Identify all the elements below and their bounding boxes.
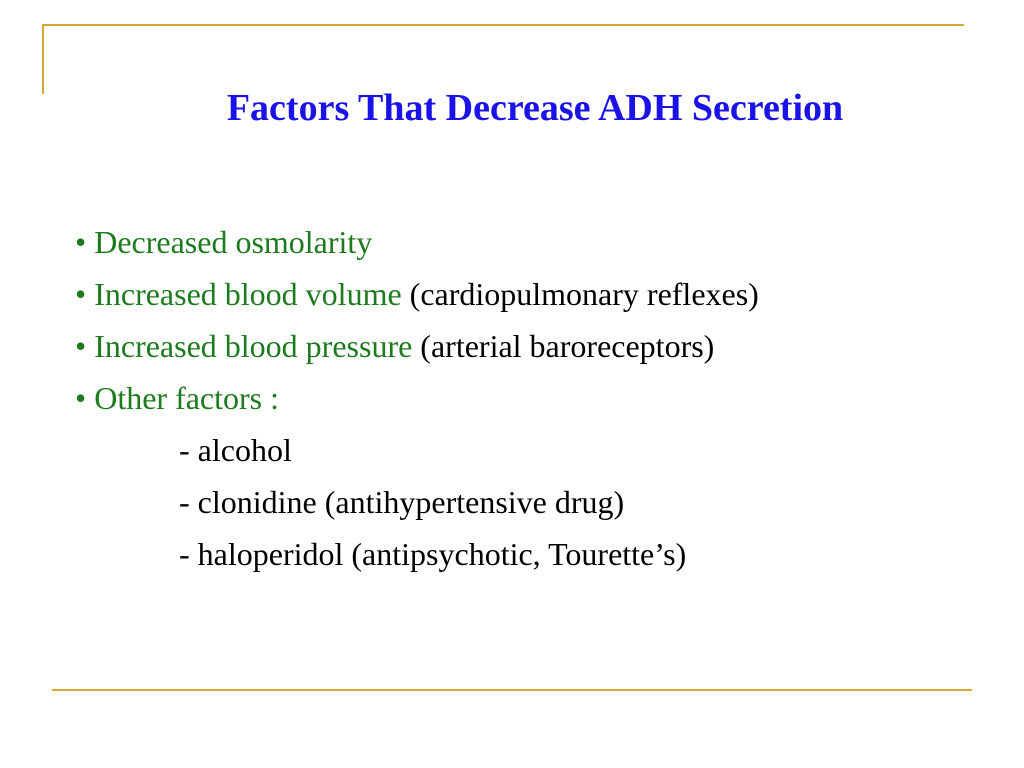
bullet-marker: • (75, 224, 87, 260)
bullet-text: Increased blood pressure (94, 328, 413, 364)
bullet-item (75, 320, 1015, 372)
sub-item: - haloperidol (antipsychotic, Tourette’s) (179, 536, 687, 572)
bullet-item (75, 268, 1015, 320)
bullet-text: Decreased osmolarity (94, 224, 373, 260)
bullet-item (75, 216, 1015, 268)
slide-title: Factors That Decrease ADH Secretion (226, 87, 844, 129)
bullet-text: Other factors : (94, 380, 280, 416)
bullet-item (75, 372, 1015, 424)
sub-item: - clonidine (antihypertensive drug) (179, 484, 625, 520)
bullet-detail: (arterial baroreceptors) (420, 328, 715, 364)
top-rule (42, 24, 964, 26)
bullet-list (75, 216, 1015, 580)
sub-item: - alcohol (179, 432, 292, 468)
bottom-rule (52, 689, 972, 691)
bullet-marker: • (75, 380, 87, 416)
bullet-text: Increased blood volume (94, 276, 402, 312)
bullet-marker: • (75, 328, 87, 364)
bullet-marker: • (75, 276, 87, 312)
bullet-detail: (cardiopulmonary reflexes) (409, 276, 759, 312)
